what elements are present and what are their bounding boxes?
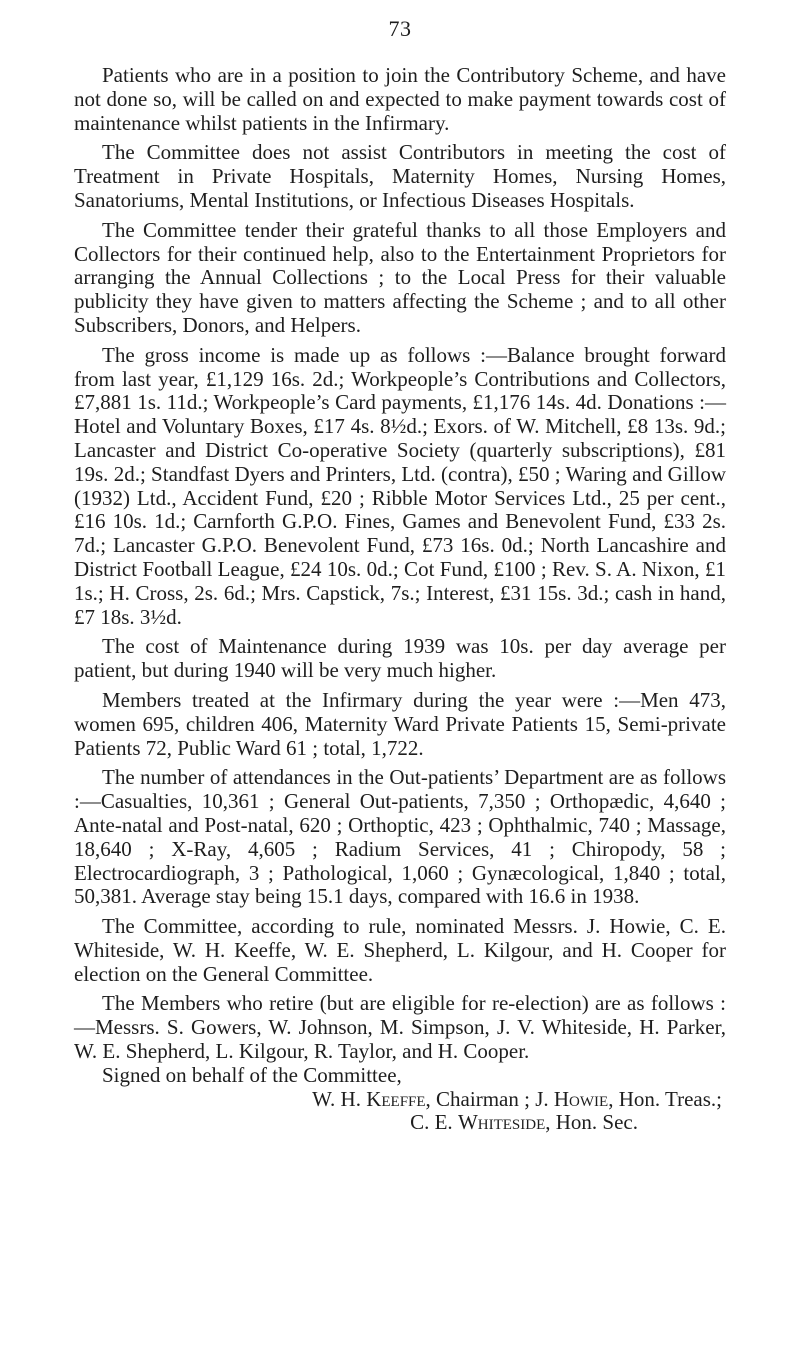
secretary-title: , Hon. Sec. — [545, 1110, 638, 1135]
document-body — [74, 64, 726, 1135]
signatures-line-1 — [74, 1088, 726, 1112]
paragraph-treatment-exclusions: The Committee does not assist Contributors in meeting the cost of Treatment in Private Hospitals, Maternity Homes, Nursing Homes, Sanatoriums, Mental Institutions, or Infectious Diseases Hospitals. — [74, 140, 726, 212]
secretary-name: Whiteside — [457, 1110, 546, 1135]
chairman-initials: W. H. — [312, 1086, 361, 1111]
chairman-title: , Chairman ; — [425, 1086, 530, 1111]
paragraph-gross-income: The gross income is made up as follows :—Balance brought forward from last year, £1,129 16s. 2d.; Workpeople’s Contributions and Collectors, £7,881 1s. 11d.; Workpeople’s Card payments, £1,176 14s. 4d. Donations :—Hotel and Voluntary Boxes, £17 4s. 8½d.; Exors. of W. Mitchell, £8 13s. 9d.; Lancaster and District Co-operative Society (quarterly subscriptions), £81 19s. 2d.; Standfast Dyers and Printers, Ltd. (contra), £50 ; Waring and Gillow (1932) Ltd., Accident Fund, £20 ; Ribble Motor Services Ltd., 25 per cent., £16 10s. 1d.; Carnforth G.P.O. Fines, Games and Benevolent Fund, £33 2s. 7d.; Lancaster G.P.O. Benevolent Fund, £73 16s. 0d.; North Lancashire and District Football League, £24 10s. 0d.; Cot Fund, £100 ; Rev. S. A. Nixon, £1 1s.; H. Cross, 2s. 6d.; Mrs. Capstick, 7s.; Interest, £31 15s. 3d.; cash in hand, £7 18s. 3½d. — [74, 342, 726, 629]
paragraph-outpatient-attendances: The number of attendances in the Out-patients’ Department are as follows :—Casualties, 10,361 ; General Out-patients, 7,350 ; Orthopædic, 4,640 ; Ante-natal and Post-natal, 620 ; Orthoptic, 423 ; Ophthalmic, 740 ; Massage, 18,640 ; X-Ray, 4,605 ; Radium Services, 41 ; Chiropody, 58 ; Electrocardiograph, 3 ; Pathological, 1,060 ; Gynæcological, 1,840 ; total, 50,381. Average stay being 15.1 days, compared with 16.6 in 1938. — [74, 765, 726, 909]
signed-on-behalf-line: Signed on behalf of the Committee, — [102, 1062, 402, 1087]
paragraph-members-treated: Members treated at the Infirmary during the year were :—Men 473, women 695, children 406, Maternity Ward Private Patients 15, Semi-private Patients 72, Public Ward 61 ; total, 1,722. — [74, 687, 726, 760]
paragraph-contributory-scheme: Patients who are in a position to join the Contributory Scheme, and have not done so, will be called on and expected to make payment towards cost of maintenance whilst patients in the Infirmary. — [74, 63, 726, 135]
chairman-name: Keeffe — [366, 1086, 426, 1111]
treasurer-title: , Hon. Treas.; — [608, 1086, 722, 1111]
signatures-line-2 — [74, 1111, 726, 1135]
treasurer-initials: J. — [535, 1086, 549, 1111]
paragraph-retiring-members: The Members who retire (but are eligible for re-election) are as follows :—Messrs. S. Gowers, W. Johnson, M. Simpson, J. V. Whiteside, H. Parker, W. E. Shepherd, L. Kilgour, R. Taylor, and H. Cooper. — [74, 991, 726, 1064]
paragraph-nominations: The Committee, according to rule, nominated Messrs. J. Howie, C. E. Whiteside, W. H. Keeffe, W. E. Shepherd, L. Kilgour, and H. Cooper for election on the General Committee. — [74, 914, 726, 986]
secretary-initials: C. E. — [410, 1110, 453, 1135]
page-number: 73 — [388, 16, 412, 41]
paragraph-maintenance-cost: The cost of Maintenance during 1939 was 10s. per day average per patient, but during 1940 will be very much higher. — [74, 634, 726, 683]
paragraph-thanks: The Committee tender their grateful thanks to all those Employers and Collectors for their continued help, also to the Entertainment Proprietors for arranging the Annual Collections ; to the Local Press for their valuable publicity they have given to matters affecting the Scheme ; and to all other Subscribers, Donors, and Helpers. — [74, 217, 726, 337]
treasurer-name: Howie — [553, 1086, 609, 1111]
